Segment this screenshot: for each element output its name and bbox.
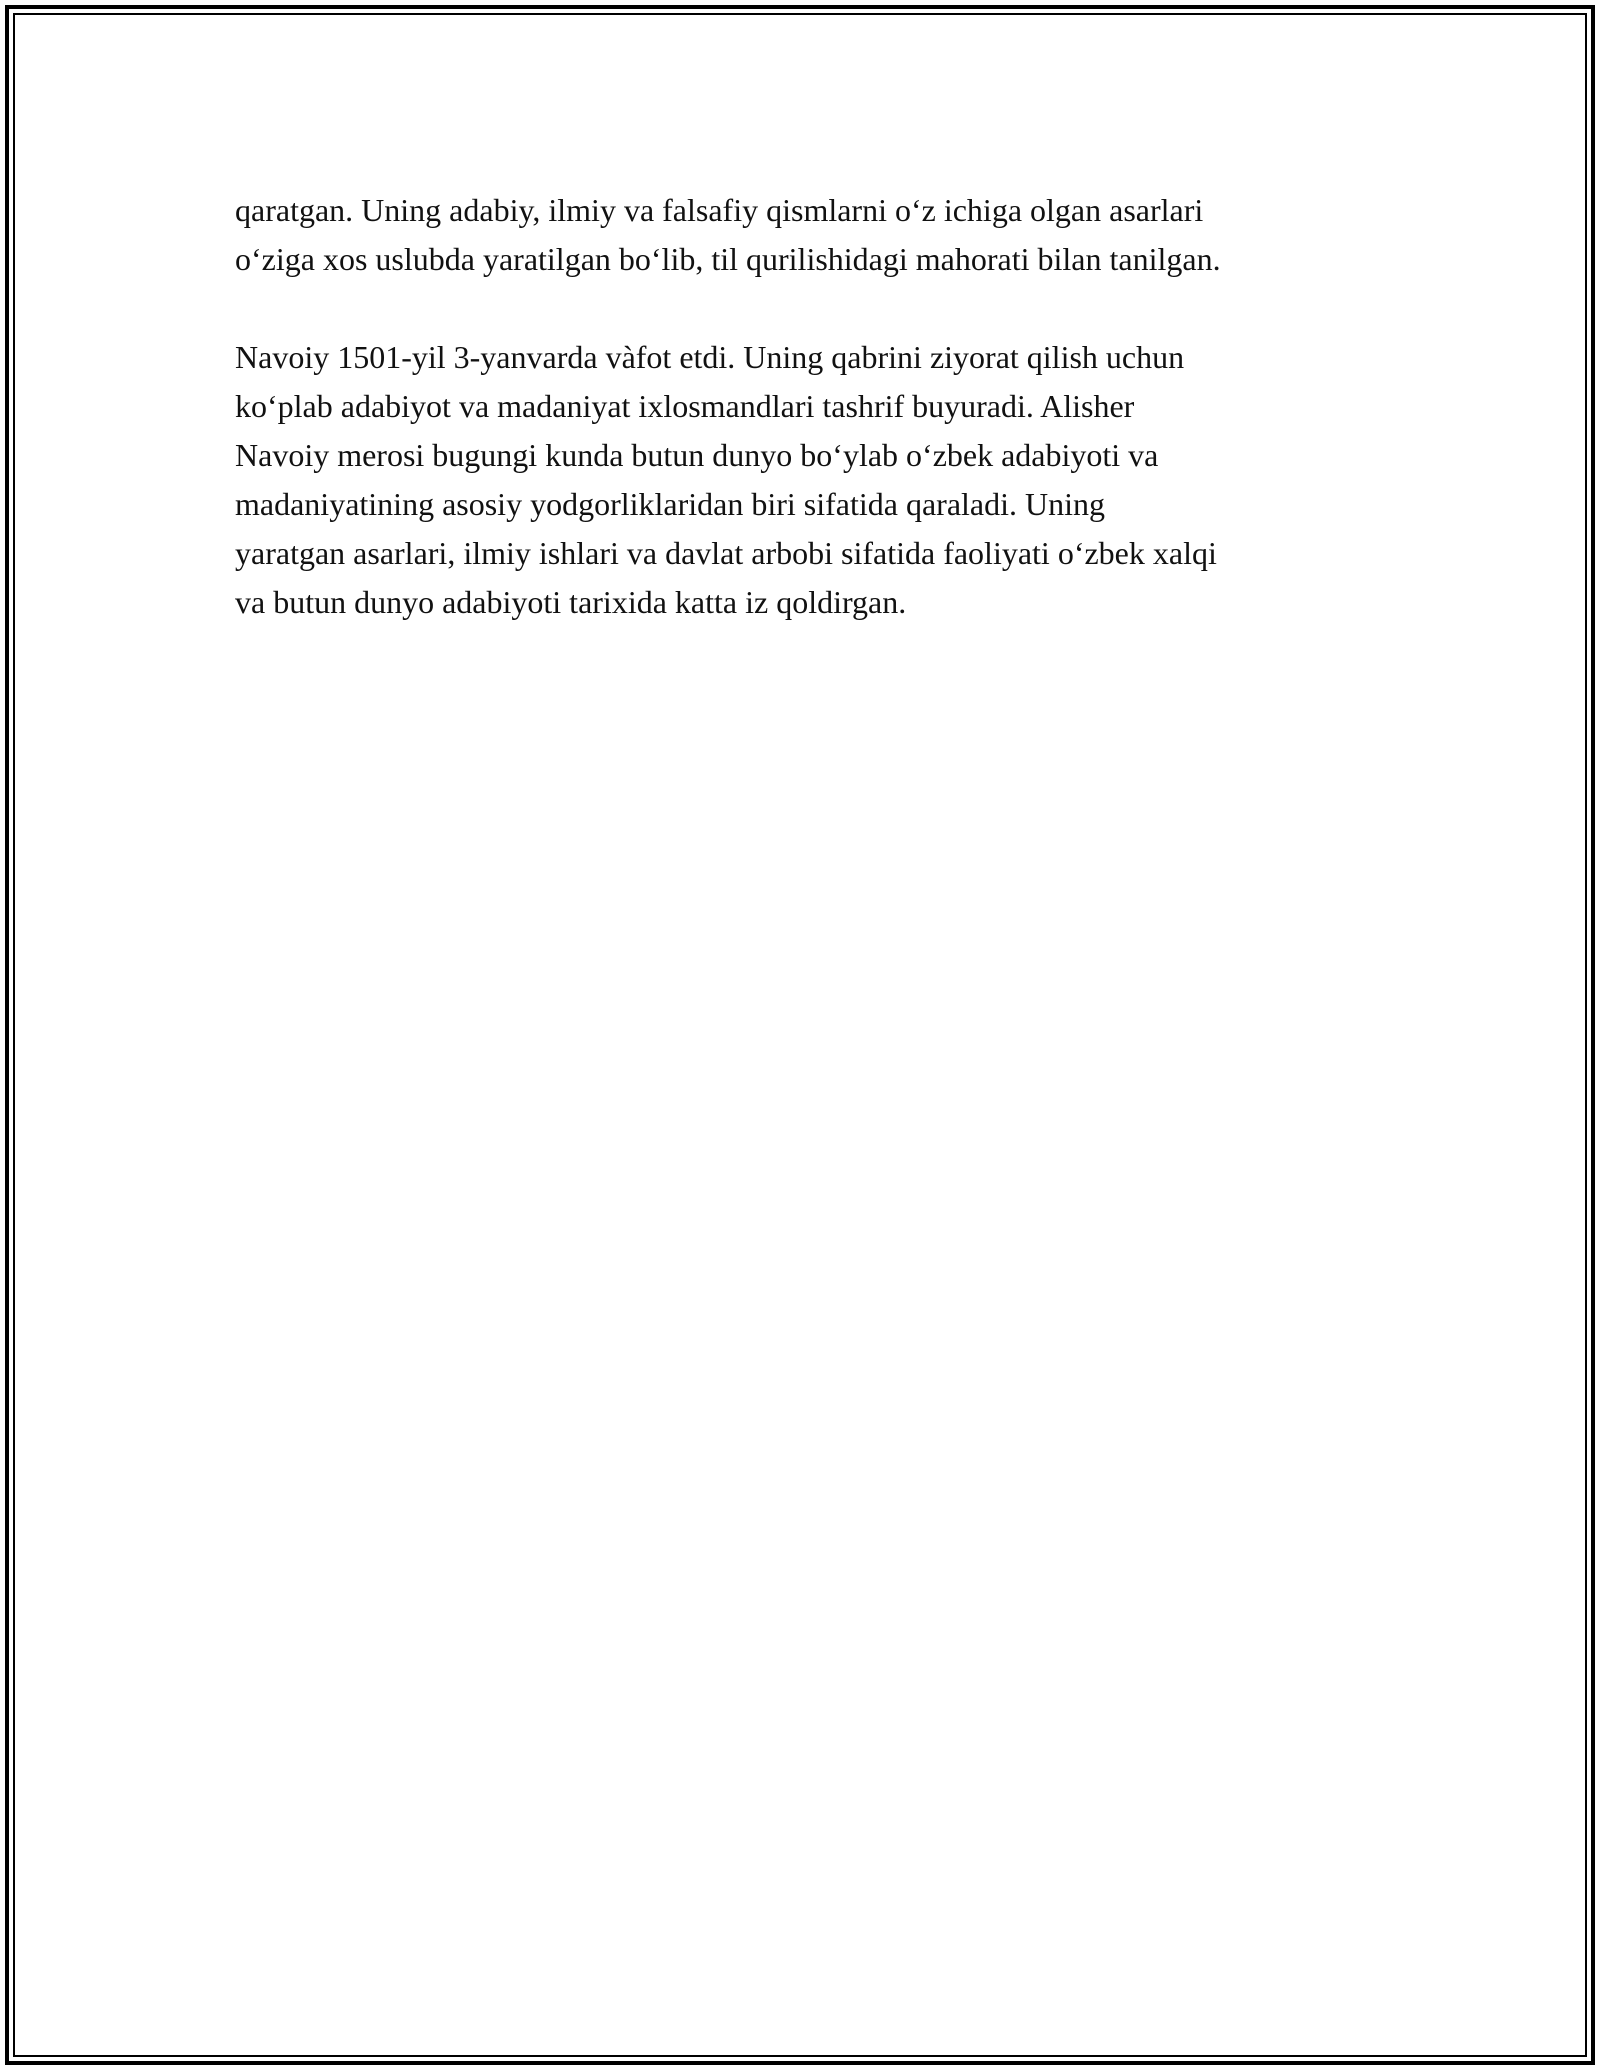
text-line: madaniyatining asosiy yodgorliklaridan biri sifatida qaraladi. Uning [235,486,1106,522]
text-line: o‘ziga xos uslubda yaratilgan bo‘lib, til qurilishidagi mahorati bilan tanilgan. [235,241,1221,277]
text-line: va butun dunyo adabiyoti tarixida katta iz qoldirgan. [235,584,907,620]
text-line: Navoiy merosi bugungi kunda butun dunyo bo‘ylab o‘zbek adabiyoti va [235,437,1159,473]
text-line: yaratgan asarlari, ilmiy ishlari va davlat arbobi sifatida faoliyati o‘zbek xalqi [235,535,1217,571]
text-line: ko‘plab adabiyot va madaniyat ixlosmandlari tashrif buyuradi. Alisher [235,388,1135,424]
text-line: Navoiy 1501-yil 3-yanvarda vàfot etdi. Uning qabrini ziyorat qilish uchun [235,339,1185,375]
paragraph-2 [235,333,1415,627]
paragraph-1 [235,186,1415,284]
text-line: qaratgan. Uning adabiy, ilmiy va falsafiy qismlarni o‘z ichiga olgan asarlari [235,192,1204,228]
document-body [235,186,1415,627]
